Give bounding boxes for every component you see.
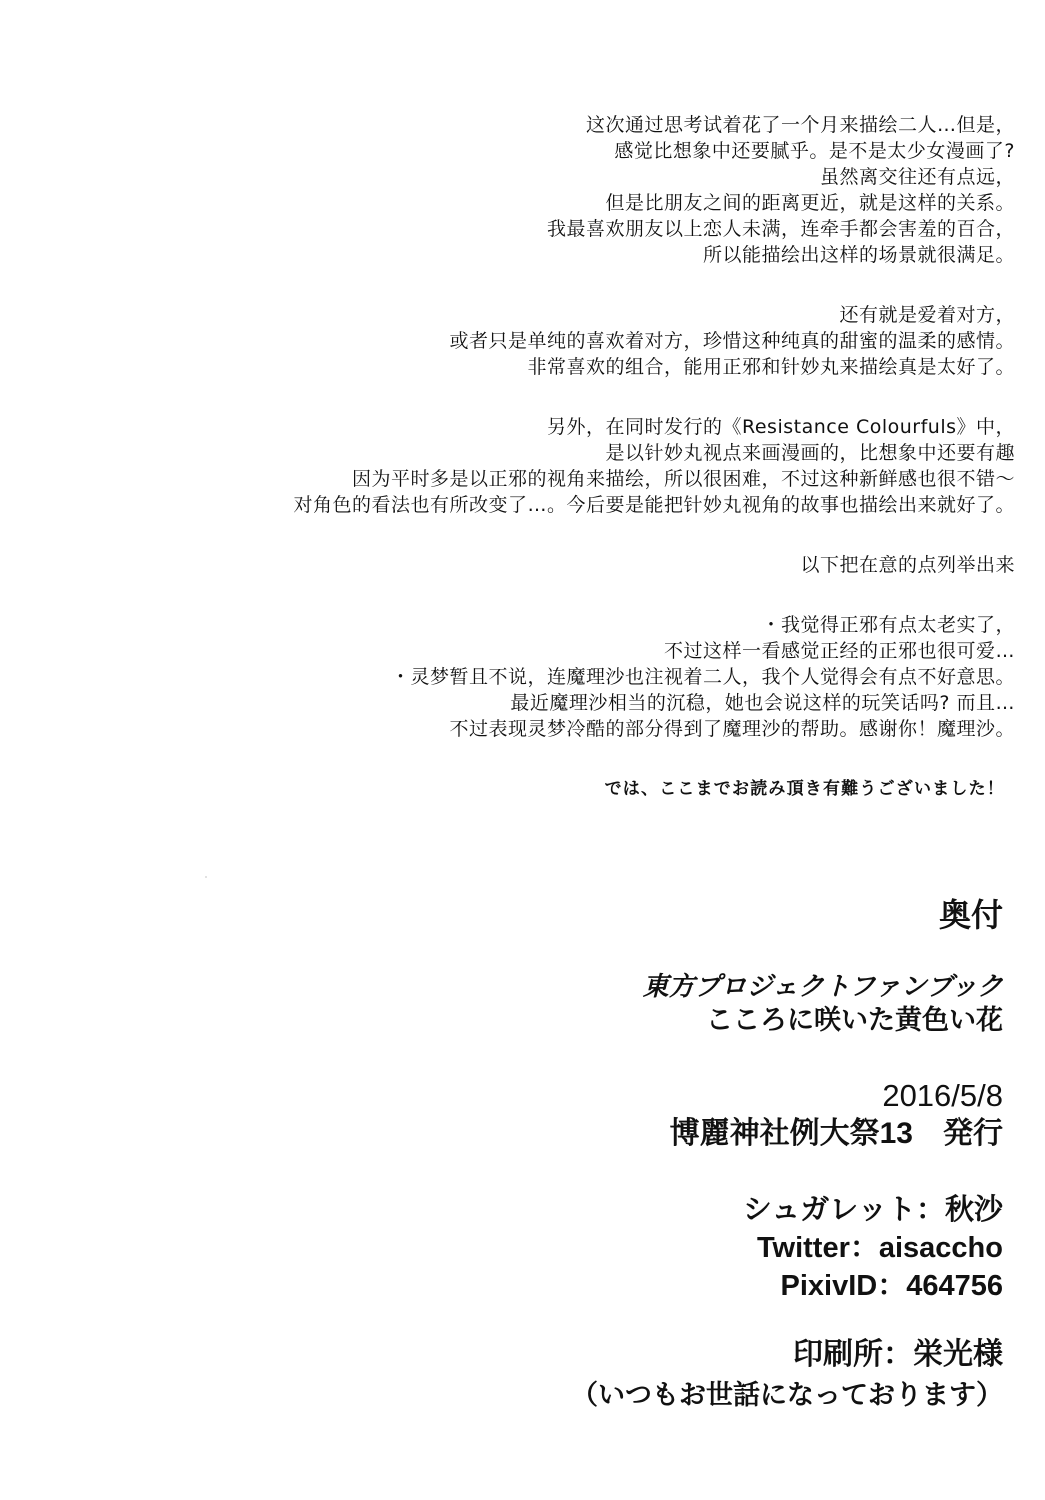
text-line: 因为平时多是以正邪的视角来描绘，所以很困难，不过这种新鲜感也很不错～: [351, 468, 1015, 490]
circle-name: シュガレット：秋沙: [742, 1194, 1003, 1226]
text-line: 虽然离交往还有点远，: [819, 166, 1015, 188]
text-line: 另外，在同时发行的《Resistance Colourfuls》中，: [547, 416, 1015, 438]
text-line: 还有就是爱着对方，: [839, 304, 1015, 326]
text-line: 以下把在意的点列举出来: [800, 554, 1015, 576]
book-series: 東方プロジェクトファンブック: [642, 971, 1003, 1001]
text-line: 这次通过思考试着花了一个月来描绘二人…但是，: [585, 114, 1015, 136]
release-date: 2016/5/8: [882, 1078, 1003, 1113]
afterword-paragraph-2: [115, 302, 1015, 380]
text-line: 感觉比想象中还要腻乎。是不是太少女漫画了?: [614, 140, 1015, 162]
list-item: 不过这样一看感觉正经的正邪也很可爱…: [663, 640, 1015, 662]
text-line: 非常喜欢的组合，能用正邪和针妙丸来描绘真是太好了。: [527, 356, 1015, 378]
text-line: 对角色的看法也有所改变了…。今后要是能把针妙丸视角的故事也描绘出来就好了。: [293, 494, 1015, 516]
printer-name: 印刷所：栄光様: [793, 1338, 1003, 1371]
points-list: [115, 612, 1015, 742]
scan-speck: [205, 876, 207, 878]
release-event: 博麗神社例大祭13 発行: [669, 1117, 1003, 1150]
twitter-handle: Twitter：aisaccho: [756, 1232, 1003, 1264]
list-intro: [115, 552, 1015, 578]
list-item: ・我觉得正邪有点太老实了，: [761, 614, 1015, 636]
text-line: 或者只是单纯的喜欢着对方，珍惜这种纯真的甜蜜的温柔的感情。: [449, 330, 1015, 352]
list-item: ・灵梦暂且不说，连魔理沙也注视着二人，我个人觉得会有点不好意思。: [390, 666, 1015, 688]
text-line: 所以能描绘出这样的场景就很满足。: [702, 244, 1015, 266]
release-info: [303, 1077, 1003, 1153]
text-line: 我最喜欢朋友以上恋人未满，连牵手都会害羞的百合，: [546, 218, 1015, 240]
pixiv-id: PixivID：464756: [780, 1270, 1003, 1302]
list-item: 不过表现灵梦冷酷的部分得到了魔理沙的帮助。感谢你！魔理沙。: [449, 718, 1015, 740]
closing-thanks: では、ここまでお読み頂き有難うございました！: [604, 779, 1005, 799]
book-info: [303, 969, 1003, 1037]
author-info: [303, 1191, 1003, 1305]
afterword-paragraph-3: [115, 414, 1015, 518]
colophon-title: 奥付: [938, 897, 1003, 933]
colophon: [303, 895, 1003, 1415]
book-title: こころに咲いた黄色い花: [706, 1005, 1003, 1035]
printer-note: （いつもお世話になっております）: [571, 1380, 1003, 1410]
printer-info: [303, 1335, 1003, 1415]
text-line: 是以针妙丸视点来画漫画的，比想象中还要有趣: [605, 442, 1015, 464]
list-item: 最近魔理沙相当的沉稳，她也会说这样的玩笑话吗? 而且…: [510, 692, 1015, 714]
afterword-text: [115, 112, 1015, 802]
text-line: 但是比朋友之间的距离更近，就是这样的关系。: [605, 192, 1015, 214]
afterword-paragraph-1: [115, 112, 1015, 268]
